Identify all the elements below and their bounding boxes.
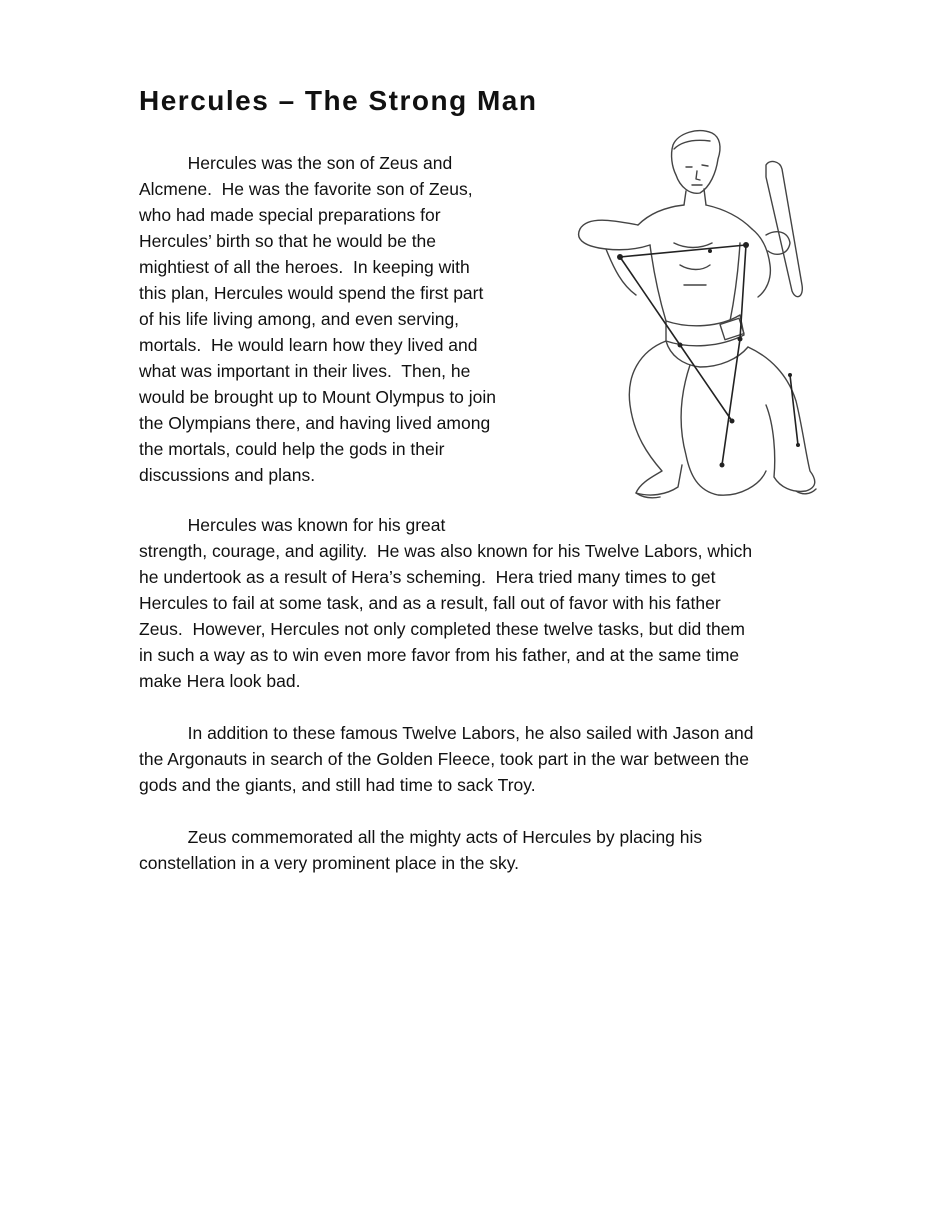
text-line: Alcmene. He was the favorite son of Zeus,	[139, 179, 473, 199]
text-line: Hercules to fail at some task, and as a result, fall out of favor with his father	[139, 593, 721, 613]
text-line: Hercules was known for his great	[139, 515, 446, 535]
text-line: of his life living among, and even serving,	[139, 309, 460, 329]
text-line: the Olympians there, and having lived among	[139, 413, 491, 433]
text-line: Hercules was the son of Zeus and	[139, 153, 453, 173]
text-line: discussions and plans.	[139, 465, 316, 485]
text-line: make Hera look bad.	[139, 671, 301, 691]
text-line: mightiest of all the heroes. In keeping with	[139, 257, 470, 277]
text-line: what was important in their lives. Then, he	[139, 361, 471, 381]
text-line: who had made special preparations for	[139, 205, 441, 225]
text-line: this plan, Hercules would spend the first part	[139, 283, 484, 303]
text-line: would be brought up to Mount Olympus to join	[139, 387, 497, 407]
text-line: the mortals, could help the gods in their	[139, 439, 445, 459]
paragraph-1	[139, 150, 496, 488]
paragraph-2	[139, 512, 752, 694]
paragraph-4	[139, 824, 702, 876]
text-line: gods and the giants, and still had time to sack Troy.	[139, 775, 536, 795]
text-line: in such a way as to win even more favor from his father, and at the same time	[139, 645, 740, 665]
text-line: strength, courage, and agility. He was also known for his Twelve Labors, which	[139, 541, 753, 561]
text-line: he undertook as a result of Hera’s scheming. Hera tried many times to get	[139, 567, 716, 587]
text-line: Hercules’ birth so that he would be the	[139, 231, 437, 251]
text-line: In addition to these famous Twelve Labors, he also sailed with Jason and	[139, 723, 754, 743]
page-title: Hercules – The Strong Man	[139, 85, 538, 116]
text-line: mortals. He would learn how they lived and	[139, 335, 478, 355]
text-line: Zeus. However, Hercules not only completed these twelve tasks, but did them	[139, 619, 745, 639]
text-line: the Argonauts in search of the Golden Fleece, took part in the war between the	[139, 749, 749, 769]
text-line: constellation in a very prominent place in the sky.	[139, 853, 520, 873]
paragraph-3	[139, 720, 753, 798]
hercules-figure-illustration	[570, 125, 830, 505]
text-line: Zeus commemorated all the mighty acts of Hercules by placing his	[139, 827, 703, 847]
